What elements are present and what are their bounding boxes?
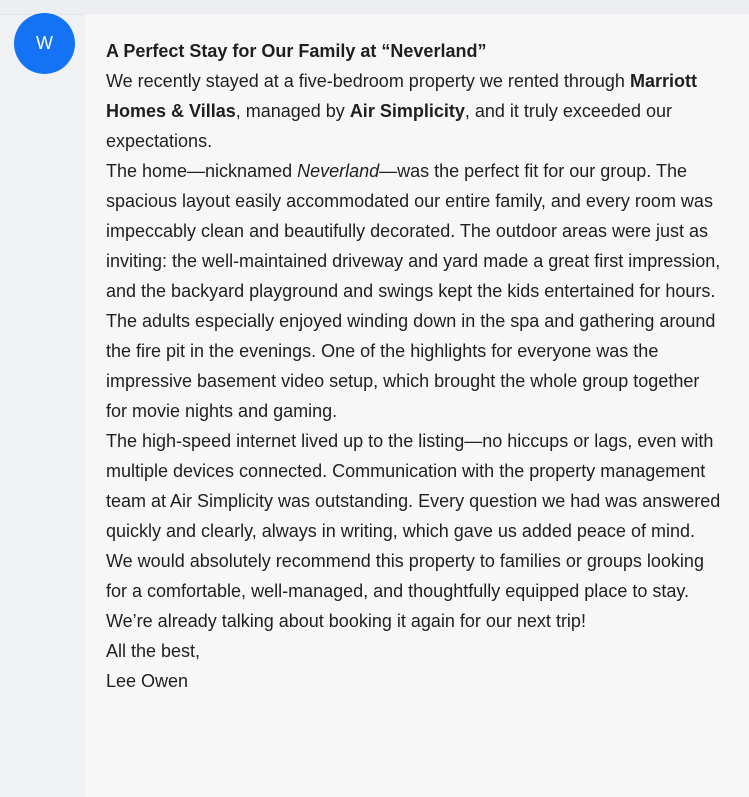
- intro-end-text: , and it truly exceeded our expectations.: [106, 101, 672, 151]
- intro-text: We recently stayed at a five-bedroom property we rented through: [106, 71, 630, 91]
- avatar: [14, 13, 75, 74]
- paragraph-internet: The high-speed internet lived up to the listing—no hiccups or lags, even with multiple devices connected. Communication with the property management team at Air Simplicity was outstanding. Every question we had was answered quickly and clearly, always in writing, which gave us added peace of mind.: [106, 431, 721, 541]
- closing-line: All the best,: [106, 641, 201, 661]
- home-text-start: The home—nicknamed: [106, 161, 298, 181]
- home-text-end: —was the perfect fit for our group. The spacious layout easily accommodated our entire family, and every room was impeccably clean and beautifully decorated. The outdoor areas were just as inviting: the well-maintained driveway and yard made a great first impression, and the backyard playground and swings kept the kids entertained for hours.: [106, 161, 721, 301]
- intro-middle-text: , managed by: [235, 101, 350, 121]
- message-title: A Perfect Stay for Our Family at “Neverland”: [106, 41, 487, 61]
- top-strip: [0, 0, 749, 15]
- paragraph-adults: The adults especially enjoyed winding down in the spa and gathering around the fire pit in the evenings. One of the highlights for everyone was the impressive basement video setup, which brought the whole group together for movie nights and gaming.: [106, 311, 716, 421]
- paragraph-recommend: We would absolutely recommend this property to families or groups looking for a comfortable, well-managed, and thoughtfully equipped place to stay. We’re already talking about booking it again for our next trip!: [106, 551, 704, 631]
- avatar-initial: W: [36, 33, 53, 53]
- manager-name: Air Simplicity: [349, 101, 465, 121]
- brand-name: Marriott Homes & Villas: [106, 71, 697, 121]
- property-nickname: Neverland: [297, 161, 380, 181]
- message-card: [85, 14, 749, 797]
- paragraph-home: [106, 156, 723, 306]
- message-body: [106, 36, 723, 696]
- paragraph-intro: [106, 66, 723, 156]
- signature: Lee Owen: [106, 671, 189, 691]
